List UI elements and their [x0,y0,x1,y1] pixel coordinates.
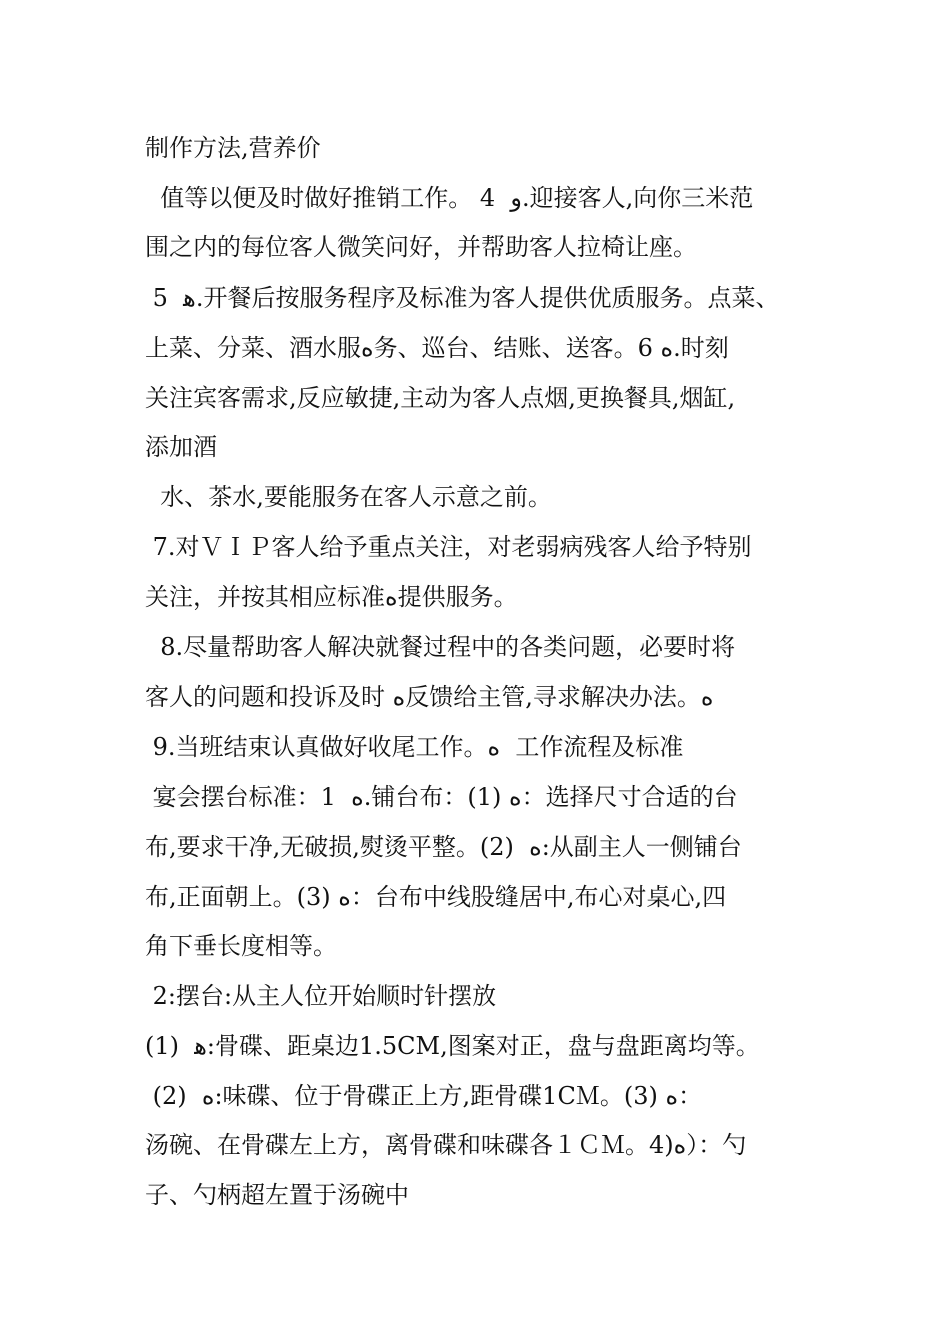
text-line: 7.对ＶＩＰ客人给予重点关注，对老弱病残客人给予特别 [145,533,752,561]
text-line: 5 ﻫ.开餐后按服务程序及标准为客人提供优质服务。点菜、 [145,284,780,312]
text-line: 布,要求干净,无破损,熨烫平整。(2) ﻩ:从副主人一侧铺台 [145,833,742,861]
text-line: 围之内的每位客人微笑问好，并帮助客人拉椅让座。 [145,233,697,261]
text-line: 上菜、分菜、酒水服ﻩ务、巡台、结账、送客。6 ﻩ.时刻 [145,334,729,362]
text-line: 角下垂长度相等。 [145,932,337,960]
text-line: 添加酒 [145,433,217,461]
text-line: (2) ﻩ:味碟、位于骨碟正上方,距骨碟1CＭ。ﻩ (3)： [145,1082,703,1110]
text-line: 子、勺柄超左置于汤碗中 [145,1181,409,1209]
text-line: 8.尽量帮助客人解决就餐过程中的各类问题，必要时将 [145,633,736,661]
text-line: 关注，并按其相应标准ﻩ提供服务。 [145,583,518,611]
text-line: 水、茶水,要能服务在客人示意之前。 [145,483,552,511]
text-line: 制作方法,营养价 [145,134,321,162]
text-line: 9.当班结束认真做好收尾工作。ﻩ 工作流程及标准 [145,733,684,761]
text-line: 2:摆台:从主人位开始顺时针摆放 [145,982,497,1010]
text-line: 汤碗、在骨碟左上方，离骨碟和味碟各１ＣＭ。4)ﻩ）：勺 [145,1131,747,1159]
text-line: 值等以便及时做好推销工作。 4 ﻭ.迎接客人,向你三米范 [145,184,754,212]
text-line: 布,正面朝上。(3) ﻩ：台布中线股缝居中,布心对桌心,四 [145,883,727,911]
text-line: (1) ﻫ:骨碟、距桌边1.5CM,图案对正，盘与盘距离均等。 [145,1032,760,1060]
text-line: 客人的问题和投诉及时 ﻩ反馈给主管,寻求解决办法。ﻩ [145,683,714,711]
text-line: 关注宾客需求,反应敏捷,主动为客人点烟,更换餐具,烟缸, [145,384,736,412]
text-line: 宴会摆台标准：1 ﻩ.铺台布：(1) ﻩ：选择尺寸合适的台 [145,783,738,811]
